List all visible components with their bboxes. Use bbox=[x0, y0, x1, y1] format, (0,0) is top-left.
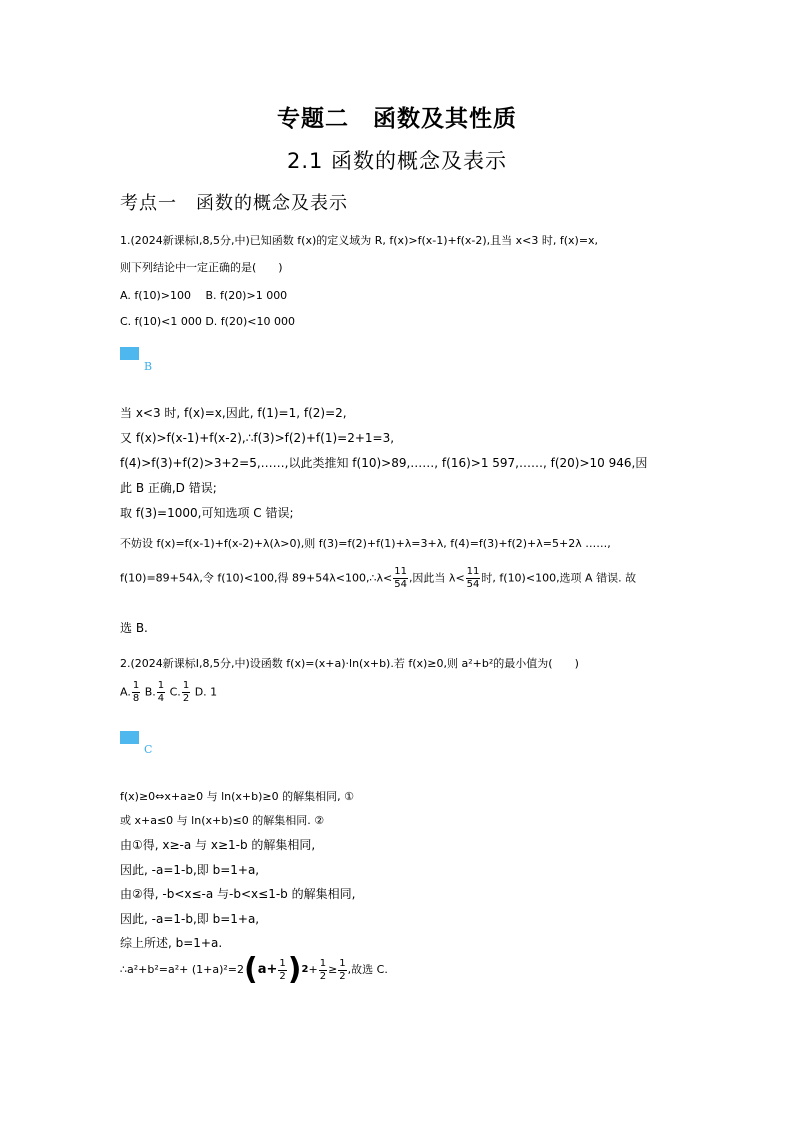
answer-marker-icon bbox=[120, 347, 139, 360]
chapter-title: 专题二 函数及其性质 bbox=[277, 106, 517, 132]
topic-heading: 考点一 函数的概念及表示 bbox=[120, 193, 348, 214]
fraction: $\frac{11}{54}$ bbox=[394, 566, 407, 590]
q2-answer: C bbox=[144, 743, 153, 756]
q2-final-expression: ∴a²+b²=a²+ (1+a)²=2(a+ $\frac{1}{2}$ )2+ $\frac{1}{2}$ ≥ $\frac{1}{2}$ ,故选 C. bbox=[120, 952, 388, 987]
q2-stem: 2.(2024新课标Ⅰ,8,5分,中)设函数 f(x)=(x+a)·ln(x+b).若 f(x)≥0,则 a²+b²的最小值为( ) bbox=[120, 657, 579, 670]
q2-solution-line: 由②得, -b<x≤-a 与-b<x≤1-b 的解集相同, bbox=[120, 887, 356, 901]
q2-solution-line: 因此, -a=1-b,即 b=1+a, bbox=[120, 912, 260, 926]
q1-stem-line2: 则下列结论中一定正确的是( ) bbox=[120, 261, 283, 274]
q2-options: A. $\frac{1}{8}$ B. $\frac{1}{4}$ C. $\frac{1}{2}$ D. 1 bbox=[120, 680, 218, 704]
q1-answer: B bbox=[144, 360, 153, 373]
q2-solution-line: f(x)≥0⇔x+a≥0 与 ln(x+b)≥0 的解集相同, ① bbox=[120, 790, 354, 803]
q1-solution-line: 此 B 正确,D 错误; bbox=[120, 481, 217, 495]
fraction: $\frac{11}{54}$ bbox=[466, 566, 480, 590]
q1-options-cd: C. f(10)<1 000 D. f(20)<10 000 bbox=[120, 315, 295, 328]
q2-solution-line: 因此, -a=1-b,即 b=1+a, bbox=[120, 863, 260, 877]
q1-solution-line: 选 B. bbox=[120, 621, 148, 635]
q1-solution-line: 当 x<3 时, f(x)=x,因此, f(1)=1, f(2)=2, bbox=[120, 406, 347, 420]
q2-solution-line: 或 x+a≤0 与 ln(x+b)≤0 的解集相同. ② bbox=[120, 814, 325, 827]
answer-marker-icon bbox=[120, 731, 139, 744]
q1-stem-line1: 1.(2024新课标Ⅰ,8,5分,中)已知函数 f(x)的定义域为 R, f(x)>f(x-1)+f(x-2),且当 x<3 时, f(x)=x, bbox=[120, 234, 599, 247]
q2-solution-line: 综上所述, b=1+a. bbox=[120, 936, 223, 950]
q1-options-ab: A. f(10)>100 B. f(20)>1 000 bbox=[120, 289, 288, 302]
q1-solution-line: 取 f(3)=1000,可知选项 C 错误; bbox=[120, 506, 294, 520]
q1-solution-fraction-line: f(10)=89+54λ,令 f(10)<100,得 89+54λ<100,∴λ< $\frac{11}{54}$ ,因此当 λ< $\frac{11}{54}$ 时, f(10)<100,选项 A 错误. 故 bbox=[120, 566, 637, 590]
q1-solution-line: 不妨设 f(x)=f(x-1)+f(x-2)+λ(λ>0),则 f(3)=f(2)+f(1)+λ=3+λ, f(4)=f(3)+f(2)+λ=5+2λ ……, bbox=[120, 537, 611, 550]
q2-solution-line: 由①得, x≥-a 与 x≥1-b 的解集相同, bbox=[120, 838, 316, 852]
q1-solution-line: f(4)>f(3)+f(2)>3+2=5,……,以此类推知 f(10)>89,……, f(16)>1 597,……, f(20)>10 946,因 bbox=[120, 456, 648, 470]
q1-solution-line: 又 f(x)>f(x-1)+f(x-2),∴f(3)>f(2)+f(1)=2+1=3, bbox=[120, 431, 395, 445]
section-subtitle: 2.1 函数的概念及表示 bbox=[286, 149, 508, 173]
